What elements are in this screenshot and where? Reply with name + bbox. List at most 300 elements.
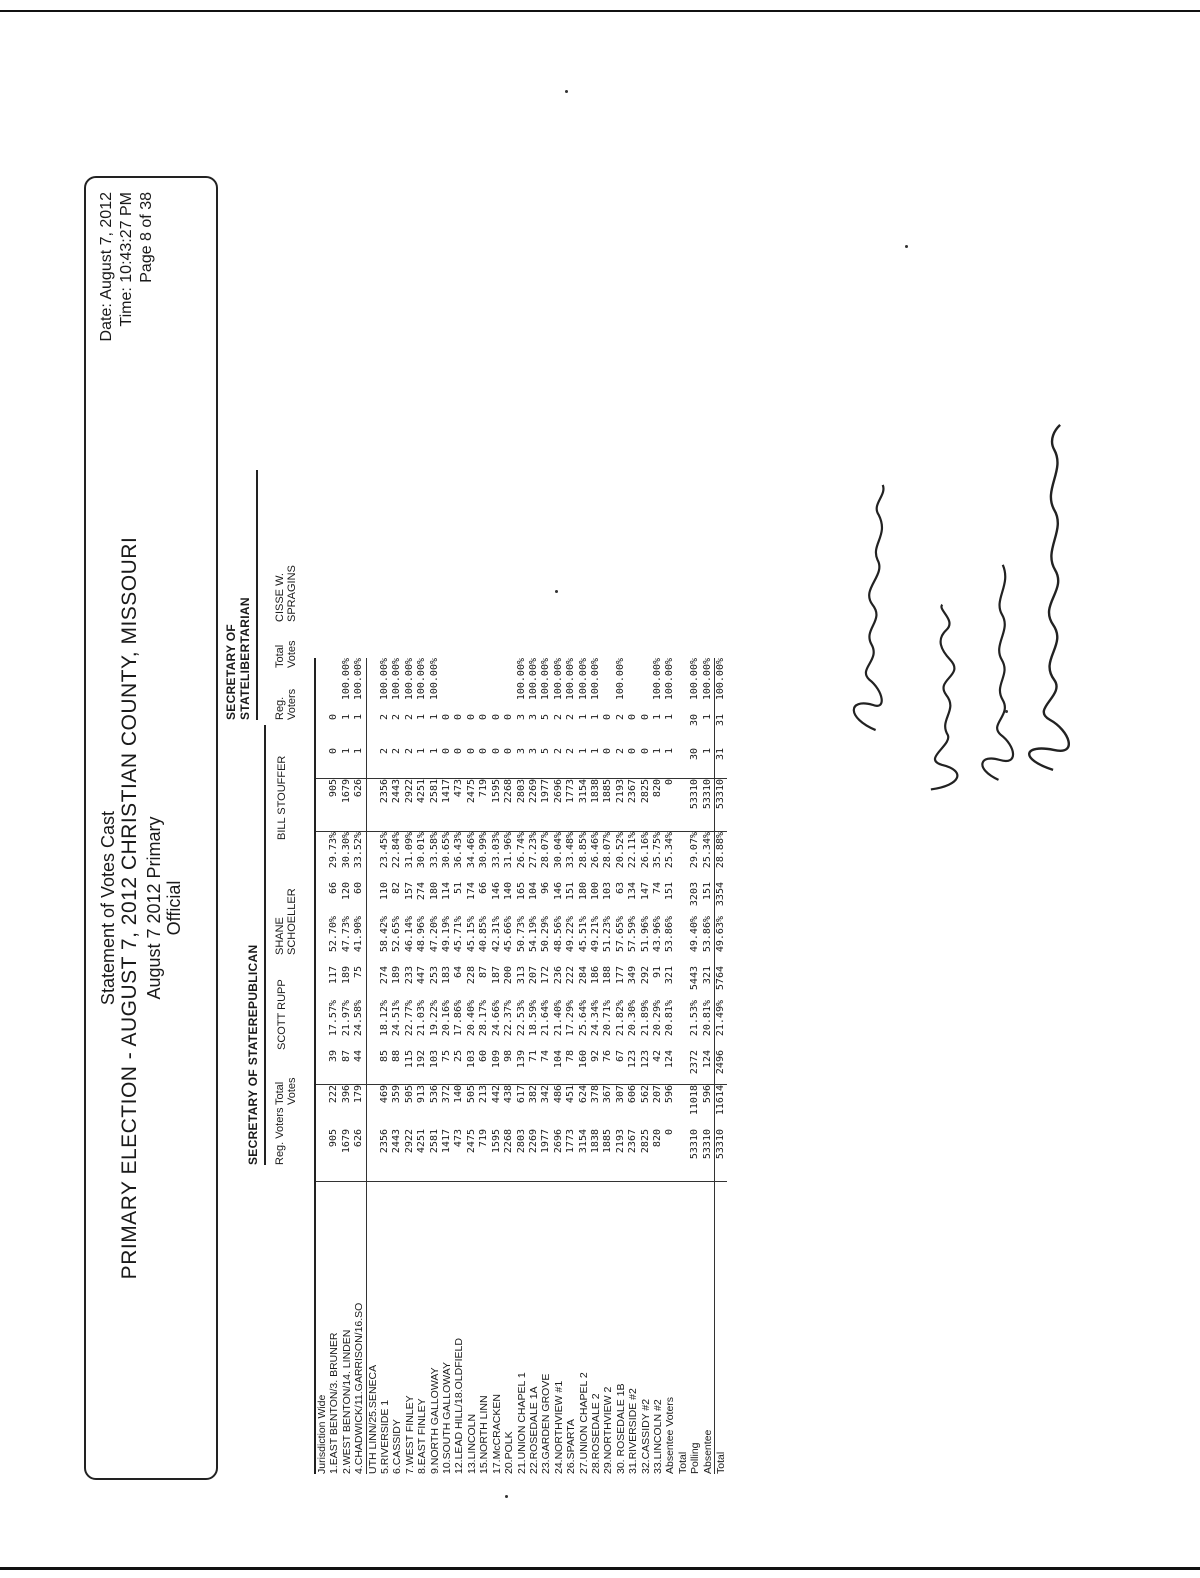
table-cell: 192: [416, 1050, 428, 1085]
table-cell: 188: [602, 966, 614, 985]
table-cell: 48.96%: [416, 916, 428, 953]
table-cell: 372: [441, 1085, 453, 1104]
table-cell: 1: [416, 748, 428, 779]
table-cell: 473: [453, 779, 465, 832]
table-cell: [366, 916, 379, 966]
col-shane-schoeller: SHANE SCHOELLER: [274, 888, 298, 955]
table-cell: 2496: [715, 1050, 728, 1085]
table-row: [429, 658, 441, 1474]
table-cell: 100.00%: [614, 658, 626, 701]
table-cell: 2: [565, 714, 577, 721]
table-cell: 913: [416, 1085, 428, 1104]
office-republican: SECRETARY OF STATEREPUBLICAN: [246, 944, 260, 1165]
table-cell: 2443: [391, 1129, 403, 1182]
table-cell: 20.52%: [614, 832, 626, 869]
table-cell: 4251: [416, 779, 428, 832]
table-cell: 2: [403, 714, 415, 721]
table-cell: 53310: [689, 1129, 701, 1182]
table-cell: 3154: [578, 1129, 590, 1182]
scan-speck: [905, 245, 908, 248]
election-name: PRIMARY ELECTION - AUGUST 7, 2012 CHRISTIAN COUNTY, MISSOURI: [118, 536, 141, 1280]
table-cell: 53310: [715, 1129, 728, 1182]
table-cell: 207: [651, 1085, 663, 1104]
table-cell: 189: [391, 966, 403, 985]
table-cell: 2: [552, 714, 564, 721]
table-row: [590, 658, 602, 1474]
table-cell: 2922: [404, 779, 416, 832]
table-cell: 25.34%: [664, 832, 676, 869]
table-cell: 1: [651, 714, 663, 721]
table-cell: [366, 966, 379, 1000]
table-cell: 1: [578, 748, 590, 779]
table-cell: 42.31%: [490, 916, 502, 953]
table-row: [516, 658, 528, 1474]
table-cell: 1: [353, 748, 366, 779]
table-cell: 140: [453, 1085, 465, 1104]
table-cell: 5: [540, 748, 552, 779]
table-cell: 2696: [553, 779, 565, 832]
table-cell: 2: [614, 714, 626, 721]
table-cell: 51.96%: [639, 916, 651, 953]
table-cell: 100.00%: [715, 658, 728, 714]
table-cell: 28.17%: [478, 1000, 490, 1037]
table-cell: 23.45%: [379, 832, 391, 869]
table-cell: 820: [652, 779, 664, 832]
table-cell: 20.81%: [664, 1000, 676, 1037]
table-cell: [677, 832, 689, 883]
table-cell: 21.40%: [552, 1000, 564, 1037]
table-cell: 123: [627, 1050, 639, 1085]
jurisdiction-name: 30. ROSEDALE 1B: [614, 1383, 627, 1474]
table-cell: [366, 882, 379, 916]
table-cell: 2: [391, 748, 403, 779]
table-cell: 0: [478, 748, 490, 779]
table-cell: 31.96%: [503, 832, 515, 869]
table-row: [379, 658, 391, 1474]
table-cell: 20.30%: [627, 1000, 639, 1037]
table-cell: 820: [652, 1129, 664, 1182]
table-cell: 1: [590, 748, 602, 779]
votes-table: [314, 658, 727, 1474]
jurisdiction-name: 21.UNION CHAPEL 1: [515, 1372, 528, 1474]
table-row: [627, 658, 639, 1474]
table-cell: 48.56%: [552, 916, 564, 953]
table-cell: 3154: [578, 779, 590, 832]
table-cell: 2: [615, 748, 627, 779]
table-cell: 2: [379, 748, 391, 779]
table-cell: 151: [565, 882, 577, 901]
table-cell: 236: [552, 966, 564, 985]
table-cell: 28.07%: [602, 832, 614, 869]
table-cell: 0: [640, 748, 652, 779]
table-cell: 31: [715, 748, 728, 779]
table-cell: 21.49%: [715, 1000, 728, 1050]
table-cell: [466, 658, 478, 714]
table-cell: 3: [515, 714, 527, 721]
table-cell: 307: [614, 1085, 626, 1104]
report-header: [84, 176, 218, 1480]
table-cell: [315, 882, 328, 916]
table-cell: 207: [527, 966, 539, 985]
table-cell: 1838: [590, 779, 602, 832]
col-lib-reg-voters: Reg. Voters: [274, 688, 298, 720]
table-cell: [627, 658, 639, 714]
table-cell: 24.58%: [353, 1000, 365, 1037]
table-cell: 140: [503, 882, 515, 901]
table-cell: 88: [391, 1050, 403, 1085]
table-row: [702, 658, 715, 1474]
table-cell: 2803: [516, 779, 528, 832]
table-cell: 1773: [565, 1129, 577, 1182]
table-cell: 52.65%: [391, 916, 403, 953]
table-cell: 25.34%: [701, 832, 713, 869]
table-cell: 292: [639, 966, 651, 985]
table-cell: 19.22%: [428, 1000, 440, 1037]
table-cell: 117: [328, 966, 340, 985]
table-cell: 1838: [590, 1129, 602, 1182]
table-cell: [315, 1000, 328, 1050]
table-cell: [366, 714, 379, 748]
table-cell: 2: [379, 714, 391, 721]
col-scott-rupp: SCOTT RUPP: [276, 979, 288, 1050]
table-cell: 1977: [540, 1129, 552, 1182]
table-cell: 0: [466, 748, 478, 779]
table-cell: 442: [490, 1085, 502, 1104]
table-cell: 100.00%: [391, 658, 403, 701]
table-cell: 30: [689, 714, 701, 727]
table-cell: 17.57%: [328, 1000, 340, 1037]
table-cell: 30.30%: [340, 832, 352, 869]
table-cell: 66: [328, 882, 340, 895]
table-cell: 25: [453, 1050, 465, 1085]
table-cell: 45.71%: [453, 916, 465, 953]
table-cell: [315, 1050, 328, 1085]
table-cell: 183: [441, 966, 453, 985]
table-cell: 0: [328, 714, 340, 721]
table-cell: 536: [428, 1085, 440, 1104]
table-cell: [602, 658, 614, 714]
table-row: [715, 658, 728, 1474]
libertarian-underline: [256, 470, 258, 720]
table-cell: 120: [340, 882, 352, 901]
table-cell: 100.00%: [416, 658, 428, 701]
table-cell: 87: [341, 1050, 353, 1085]
table-cell: 187: [490, 966, 502, 985]
table-row: [689, 658, 701, 1474]
page-number: Page 8 of 38: [138, 192, 155, 283]
table-cell: 100.00%: [701, 658, 713, 701]
table-cell: 0: [441, 714, 453, 721]
table-cell: 22.37%: [503, 1000, 515, 1037]
table-cell: 0: [453, 748, 465, 779]
jurisdiction-name: 9.NORTH GALLOWAY: [428, 1367, 441, 1474]
table-cell: 1: [664, 714, 676, 721]
table-cell: 1: [702, 748, 715, 779]
table-cell: 1417: [441, 1129, 453, 1182]
table-cell: 905: [328, 1129, 340, 1182]
table-cell: 473: [453, 1129, 465, 1182]
table-cell: 33.52%: [353, 832, 365, 869]
table-cell: [677, 748, 689, 779]
table-cell: [315, 916, 328, 966]
table-cell: 29.07%: [689, 832, 701, 869]
table-row: [416, 658, 428, 1474]
table-cell: 100.00%: [340, 658, 352, 701]
table-cell: 76: [602, 1050, 614, 1085]
table-cell: 100.00%: [428, 658, 440, 701]
table-cell: 53.86%: [664, 916, 676, 953]
table-cell: 24.51%: [391, 1000, 403, 1037]
table-cell: 5: [540, 714, 552, 721]
table-cell: 0: [490, 714, 502, 721]
table-cell: 21.89%: [639, 1000, 651, 1037]
table-cell: 22.77%: [403, 1000, 415, 1037]
table-cell: 45.66%: [503, 916, 515, 953]
table-cell: 30: [689, 748, 701, 779]
table-cell: 313: [515, 966, 527, 985]
table-cell: 5443: [689, 966, 701, 991]
table-cell: 115: [404, 1050, 416, 1085]
table-cell: 75: [353, 966, 365, 979]
table-cell: 1: [428, 714, 440, 721]
table-cell: 11018: [689, 1085, 701, 1116]
jurisdiction-name: 26.SPARTA: [565, 1419, 578, 1474]
table-cell: [441, 658, 453, 714]
table-row: [602, 658, 614, 1474]
table-cell: 2269: [528, 1129, 540, 1182]
scan-speck: [555, 590, 558, 593]
table-cell: 451: [565, 1085, 577, 1104]
table-cell: [677, 966, 689, 1000]
table-cell: 160: [578, 1050, 590, 1085]
table-cell: 1: [341, 748, 353, 779]
table-cell: 4251: [416, 1129, 428, 1182]
table-cell: 1: [652, 748, 664, 779]
table-cell: [677, 916, 689, 966]
table-row: [404, 658, 416, 1474]
table-cell: 28.85%: [577, 832, 589, 869]
table-cell: 52.70%: [328, 916, 340, 953]
table-cell: 1: [589, 714, 601, 721]
table-cell: 1679: [341, 1129, 353, 1182]
table-cell: 2475: [466, 1129, 478, 1182]
jurisdiction-name: Total: [715, 1182, 728, 1475]
table-cell: 2581: [429, 1129, 441, 1182]
table-cell: 0: [328, 748, 340, 779]
table-cell: 87: [478, 966, 490, 979]
table-cell: [366, 832, 379, 883]
jurisdiction-name: 10.SOUTH GALLOWAY: [441, 1361, 454, 1474]
table-cell: 321: [664, 966, 676, 985]
table-cell: 2367: [627, 779, 639, 832]
table-cell: [315, 748, 328, 779]
table-cell: [503, 658, 515, 714]
table-cell: 46.14%: [403, 916, 415, 953]
table-cell: 2268: [503, 779, 515, 832]
jurisdiction-name: 20.POLK: [503, 1431, 516, 1474]
jurisdiction-name: 1.EAST BENTON/3. BRUNER: [328, 1332, 341, 1474]
table-cell: 22.11%: [627, 832, 639, 869]
republican-underline: [264, 725, 266, 1165]
col-total-votes: Total Votes: [274, 1077, 298, 1105]
table-cell: 2: [391, 714, 403, 721]
table-cell: 284: [577, 966, 589, 985]
table-row: [453, 658, 465, 1474]
table-cell: 378: [589, 1085, 601, 1104]
table-cell: 100: [589, 882, 601, 901]
table-cell: 60: [353, 882, 365, 895]
table-cell: 30.65%: [441, 832, 453, 869]
table-cell: 22.53%: [515, 1000, 527, 1037]
table-cell: 103: [429, 1050, 441, 1085]
jurisdiction-name: 7.WEST FINLEY: [403, 1395, 416, 1474]
table-cell: 3203: [689, 882, 701, 907]
table-cell: 63: [614, 882, 626, 895]
table-cell: 11614: [715, 1085, 728, 1130]
report-date: Date: August 7, 2012: [98, 192, 115, 342]
table-cell: 100.00%: [552, 658, 564, 701]
table-cell: 17.86%: [453, 1000, 465, 1037]
scan-bottom-border: [0, 1567, 1200, 1570]
table-cell: 26.16%: [639, 832, 651, 869]
table-cell: 2193: [615, 1129, 627, 1182]
table-cell: 0: [503, 714, 515, 721]
report-title: Statement of Votes Cast: [98, 810, 118, 1006]
table-cell: 342: [540, 1085, 552, 1104]
table-cell: 47.73%: [340, 916, 352, 953]
table-cell: [677, 1050, 689, 1085]
table-cell: 147: [639, 882, 651, 901]
table-cell: [677, 779, 689, 832]
table-cell: 222: [328, 1085, 340, 1104]
table-cell: [677, 1129, 689, 1182]
table-cell: 2825: [640, 779, 652, 832]
table-row: [677, 658, 689, 1474]
table-cell: 43.96%: [651, 916, 663, 953]
jurisdiction-name: Total: [676, 1451, 689, 1474]
table-cell: 25.64%: [577, 1000, 589, 1037]
table-cell: 2: [404, 748, 416, 779]
table-cell: 58.42%: [379, 916, 391, 953]
table-cell: 2825: [640, 1129, 652, 1182]
table-cell: 1: [701, 714, 713, 721]
table-cell: 31.09%: [403, 832, 415, 869]
table-cell: 74: [540, 1050, 552, 1085]
table-cell: [366, 1050, 379, 1085]
table-cell: 60: [478, 1050, 490, 1085]
table-cell: 2268: [503, 1129, 515, 1182]
table-cell: 22.84%: [391, 832, 403, 869]
table-cell: 45.51%: [577, 916, 589, 953]
table-cell: 21.64%: [540, 1000, 552, 1037]
table-cell: 3: [527, 714, 539, 721]
table-cell: 40.85%: [478, 916, 490, 953]
table-cell: 146: [552, 882, 564, 901]
table-cell: [677, 1085, 689, 1130]
table-cell: 44: [353, 1050, 366, 1085]
table-cell: 274: [416, 882, 428, 901]
table-cell: 174: [465, 882, 477, 901]
table-cell: 2696: [553, 1129, 565, 1182]
jurisdiction-name: UTH LINN/25.SENECA: [366, 1182, 379, 1475]
table-cell: 2443: [391, 779, 403, 832]
table-cell: 98: [503, 1050, 515, 1085]
jurisdiction-name: 28.ROSEDALE 2: [589, 1393, 602, 1474]
table-cell: 30.01%: [416, 832, 428, 869]
table-cell: 66: [478, 882, 490, 895]
table-cell: [315, 779, 328, 832]
table-cell: 53310: [689, 779, 701, 832]
table-cell: 20.71%: [602, 1000, 614, 1037]
jurisdiction-name: Absentee Voters: [664, 1396, 677, 1474]
table-row: [503, 658, 515, 1474]
scan-speck: [565, 90, 568, 93]
table-row: [553, 658, 565, 1474]
table-cell: 367: [602, 1085, 614, 1104]
table-cell: 1: [577, 714, 589, 721]
table-cell: 486: [552, 1085, 564, 1104]
table-cell: 200: [503, 966, 515, 985]
table-cell: 1: [429, 748, 441, 779]
table-cell: 50.29%: [540, 916, 552, 953]
table-cell: 51: [453, 882, 465, 895]
col-bill-stouffer: BILL STOUFFER: [276, 755, 288, 840]
table-cell: [366, 658, 379, 714]
table-cell: 624: [577, 1085, 589, 1104]
table-row: [615, 658, 627, 1474]
table-cell: 1: [664, 748, 676, 779]
table-cell: [677, 1000, 689, 1050]
table-row: [441, 658, 453, 1474]
table-cell: 562: [639, 1085, 651, 1104]
col-lib-total-votes: Total Votes: [274, 640, 298, 668]
table-cell: 109: [491, 1050, 503, 1085]
table-cell: 349: [627, 966, 639, 985]
table-cell: 64: [453, 966, 465, 979]
table-cell: 31: [715, 714, 728, 748]
table-cell: [453, 658, 465, 714]
table-cell: 54.19%: [527, 916, 539, 953]
table-cell: 71: [528, 1050, 540, 1085]
table-cell: 228: [465, 966, 477, 985]
table-cell: 33.03%: [490, 832, 502, 869]
table-cell: 626: [353, 779, 366, 832]
jurisdiction-name: 5.RIVERSIDE 1: [379, 1399, 392, 1474]
table-cell: [677, 658, 689, 714]
table-cell: [366, 779, 379, 832]
election-subtitle: August 7 2012 Primary: [144, 816, 164, 1000]
jurisdiction-name: 23.GARDEN GROVE: [540, 1373, 553, 1474]
table-row: [578, 658, 590, 1474]
table-cell: 213: [478, 1085, 490, 1104]
report-time: Time: 10:43:27 PM: [118, 192, 135, 327]
table-cell: 0: [627, 714, 639, 721]
table-cell: 100.00%: [651, 658, 663, 701]
table-cell: 719: [478, 779, 490, 832]
table-row: [664, 658, 676, 1474]
table-cell: 2356: [379, 779, 391, 832]
table-cell: 92: [590, 1050, 602, 1085]
table-cell: 505: [403, 1085, 415, 1104]
table-cell: 719: [478, 1129, 490, 1182]
table-cell: 2922: [404, 1129, 416, 1182]
table-cell: 20.81%: [701, 1000, 713, 1037]
col-cisse-spragins: CISSE W. SPRAGINS: [274, 565, 298, 622]
table-cell: 606: [627, 1085, 639, 1104]
table-cell: 146: [490, 882, 502, 901]
table-cell: 78: [565, 1050, 577, 1085]
table-cell: 2803: [516, 1129, 528, 1182]
